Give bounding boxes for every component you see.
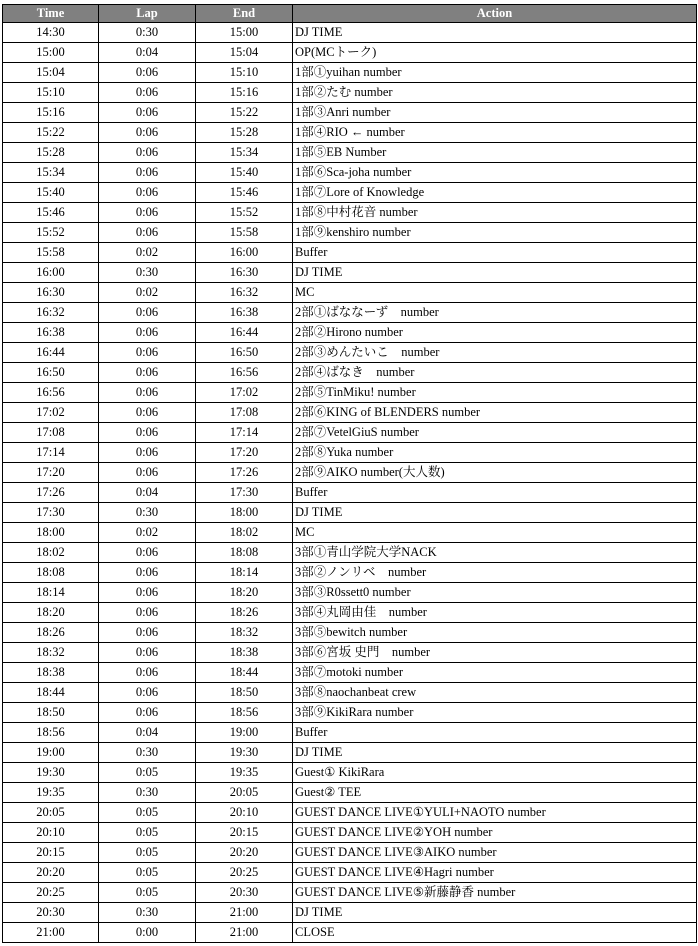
cell-action: MC (293, 283, 697, 303)
cell-time: 19:30 (3, 763, 99, 783)
cell-end: 17:14 (196, 423, 293, 443)
table-row (3, 483, 697, 503)
cell-lap: 0:02 (99, 243, 196, 263)
cell-lap: 0:06 (99, 363, 196, 383)
table-row (3, 883, 697, 903)
cell-lap: 0:05 (99, 843, 196, 863)
cell-time: 18:26 (3, 623, 99, 643)
table-row (3, 623, 697, 643)
timetable-sheet (2, 4, 696, 943)
cell-action: 3部⑦motoki number (293, 663, 697, 683)
cell-end: 15:04 (196, 43, 293, 63)
cell-end: 15:22 (196, 103, 293, 123)
cell-end: 15:52 (196, 203, 293, 223)
cell-end: 18:02 (196, 523, 293, 543)
cell-time: 16:50 (3, 363, 99, 383)
cell-end: 20:15 (196, 823, 293, 843)
cell-lap: 0:04 (99, 483, 196, 503)
timetable (2, 4, 697, 943)
cell-time: 16:30 (3, 283, 99, 303)
cell-end: 17:26 (196, 463, 293, 483)
cell-action: DJ TIME (293, 263, 697, 283)
cell-lap: 0:05 (99, 763, 196, 783)
cell-time: 19:00 (3, 743, 99, 763)
cell-action: Guest① KikiRara (293, 763, 697, 783)
cell-end: 16:50 (196, 343, 293, 363)
cell-time: 17:20 (3, 463, 99, 483)
cell-end: 16:00 (196, 243, 293, 263)
table-row (3, 443, 697, 463)
table-row (3, 123, 697, 143)
cell-time: 20:20 (3, 863, 99, 883)
table-row (3, 163, 697, 183)
cell-end: 18:50 (196, 683, 293, 703)
cell-lap: 0:30 (99, 263, 196, 283)
cell-lap: 0:06 (99, 643, 196, 663)
cell-action: GUEST DANCE LIVE④Hagri number (293, 863, 697, 883)
cell-action: GUEST DANCE LIVE①YULI+NAOTO number (293, 803, 697, 823)
cell-lap: 0:06 (99, 163, 196, 183)
cell-lap: 0:06 (99, 183, 196, 203)
cell-end: 19:30 (196, 743, 293, 763)
cell-lap: 0:02 (99, 523, 196, 543)
cell-end: 21:00 (196, 903, 293, 923)
table-row (3, 583, 697, 603)
cell-action: GUEST DANCE LIVE③AIKO number (293, 843, 697, 863)
cell-action: 3部①青山学院大学NACK (293, 543, 697, 563)
cell-lap: 0:06 (99, 423, 196, 443)
table-row (3, 863, 697, 883)
cell-end: 20:05 (196, 783, 293, 803)
header-end: End (196, 5, 293, 23)
cell-lap: 0:06 (99, 703, 196, 723)
table-row (3, 223, 697, 243)
cell-action: 2部⑨AIKO number(大人数) (293, 463, 697, 483)
table-row (3, 43, 697, 63)
cell-lap: 0:06 (99, 683, 196, 703)
table-row (3, 723, 697, 743)
table-row (3, 423, 697, 443)
cell-lap: 0:06 (99, 663, 196, 683)
cell-end: 17:30 (196, 483, 293, 503)
cell-action: 2部④ばなき number (293, 363, 697, 383)
cell-lap: 0:30 (99, 23, 196, 43)
cell-lap: 0:06 (99, 343, 196, 363)
cell-end: 19:00 (196, 723, 293, 743)
cell-time: 15:34 (3, 163, 99, 183)
header-action: Action (293, 5, 697, 23)
table-row (3, 783, 697, 803)
cell-action: DJ TIME (293, 503, 697, 523)
cell-end: 18:38 (196, 643, 293, 663)
cell-end: 18:32 (196, 623, 293, 643)
cell-end: 16:56 (196, 363, 293, 383)
cell-action: 1部②たむ number (293, 83, 697, 103)
header-row (3, 5, 697, 23)
cell-action: Buffer (293, 243, 697, 263)
cell-time: 15:52 (3, 223, 99, 243)
cell-time: 17:02 (3, 403, 99, 423)
cell-time: 18:08 (3, 563, 99, 583)
cell-end: 16:30 (196, 263, 293, 283)
cell-action: 3部⑨KikiRara number (293, 703, 697, 723)
cell-lap: 0:30 (99, 503, 196, 523)
cell-time: 17:14 (3, 443, 99, 463)
cell-time: 18:56 (3, 723, 99, 743)
cell-time: 15:46 (3, 203, 99, 223)
cell-time: 15:10 (3, 83, 99, 103)
table-row (3, 383, 697, 403)
cell-action: 1部①yuihan number (293, 63, 697, 83)
cell-lap: 0:06 (99, 403, 196, 423)
cell-time: 18:32 (3, 643, 99, 663)
cell-time: 18:14 (3, 583, 99, 603)
cell-lap: 0:06 (99, 83, 196, 103)
cell-action: 2部⑥KING of BLENDERS number (293, 403, 697, 423)
table-header (3, 5, 697, 23)
cell-action: OP(MCトーク) (293, 43, 697, 63)
cell-time: 16:00 (3, 263, 99, 283)
cell-lap: 0:05 (99, 883, 196, 903)
cell-action: 1部⑤EB Number (293, 143, 697, 163)
cell-end: 18:26 (196, 603, 293, 623)
cell-time: 15:40 (3, 183, 99, 203)
cell-end: 18:56 (196, 703, 293, 723)
cell-time: 17:08 (3, 423, 99, 443)
cell-end: 16:38 (196, 303, 293, 323)
table-row (3, 643, 697, 663)
table-row (3, 103, 697, 123)
cell-lap: 0:06 (99, 223, 196, 243)
cell-lap: 0:06 (99, 103, 196, 123)
cell-action: 3部④丸岡由佳 number (293, 603, 697, 623)
cell-time: 16:32 (3, 303, 99, 323)
cell-lap: 0:06 (99, 203, 196, 223)
cell-end: 17:02 (196, 383, 293, 403)
table-row (3, 203, 697, 223)
cell-lap: 0:06 (99, 383, 196, 403)
cell-time: 15:00 (3, 43, 99, 63)
cell-end: 20:20 (196, 843, 293, 863)
cell-time: 15:16 (3, 103, 99, 123)
cell-lap: 0:06 (99, 123, 196, 143)
cell-action: Buffer (293, 723, 697, 743)
table-row (3, 183, 697, 203)
cell-action: 1部⑦Lore of Knowledge (293, 183, 697, 203)
cell-action: 1部⑥Sca-joha number (293, 163, 697, 183)
cell-end: 15:46 (196, 183, 293, 203)
cell-lap: 0:06 (99, 323, 196, 343)
table-row (3, 843, 697, 863)
table-row (3, 83, 697, 103)
cell-time: 20:10 (3, 823, 99, 843)
cell-end: 19:35 (196, 763, 293, 783)
cell-lap: 0:00 (99, 923, 196, 943)
cell-lap: 0:06 (99, 603, 196, 623)
cell-time: 20:30 (3, 903, 99, 923)
cell-action: 1部⑧中村花音 number (293, 203, 697, 223)
cell-time: 16:56 (3, 383, 99, 403)
cell-end: 18:14 (196, 563, 293, 583)
cell-time: 20:25 (3, 883, 99, 903)
cell-action: 2部⑦VetelGiuS number (293, 423, 697, 443)
table-row (3, 743, 697, 763)
cell-end: 15:40 (196, 163, 293, 183)
cell-end: 15:16 (196, 83, 293, 103)
cell-action: 3部③R0ssett0 number (293, 583, 697, 603)
table-row (3, 263, 697, 283)
cell-action: MC (293, 523, 697, 543)
table-row (3, 923, 697, 943)
cell-lap: 0:06 (99, 463, 196, 483)
table-row (3, 303, 697, 323)
cell-time: 18:38 (3, 663, 99, 683)
cell-action: GUEST DANCE LIVE②YOH number (293, 823, 697, 843)
cell-action: 2部③めんたいこ number (293, 343, 697, 363)
table-row (3, 283, 697, 303)
cell-end: 18:20 (196, 583, 293, 603)
cell-time: 18:44 (3, 683, 99, 703)
cell-end: 21:00 (196, 923, 293, 943)
cell-time: 21:00 (3, 923, 99, 943)
cell-action: 1部⑨kenshiro number (293, 223, 697, 243)
cell-end: 20:25 (196, 863, 293, 883)
table-row (3, 403, 697, 423)
cell-lap: 0:06 (99, 303, 196, 323)
table-row (3, 823, 697, 843)
cell-lap: 0:30 (99, 783, 196, 803)
cell-lap: 0:30 (99, 743, 196, 763)
cell-time: 18:50 (3, 703, 99, 723)
table-row (3, 323, 697, 343)
table-row (3, 463, 697, 483)
table-row (3, 703, 697, 723)
cell-lap: 0:04 (99, 43, 196, 63)
table-row (3, 763, 697, 783)
cell-action: 3部⑤bewitch number (293, 623, 697, 643)
cell-lap: 0:06 (99, 623, 196, 643)
cell-time: 15:28 (3, 143, 99, 163)
cell-time: 14:30 (3, 23, 99, 43)
table-row (3, 143, 697, 163)
table-row (3, 603, 697, 623)
cell-lap: 0:05 (99, 863, 196, 883)
cell-time: 17:30 (3, 503, 99, 523)
cell-end: 15:34 (196, 143, 293, 163)
cell-time: 15:58 (3, 243, 99, 263)
cell-end: 18:44 (196, 663, 293, 683)
cell-lap: 0:05 (99, 823, 196, 843)
cell-lap: 0:06 (99, 63, 196, 83)
cell-action: 2部②Hirono number (293, 323, 697, 343)
cell-lap: 0:02 (99, 283, 196, 303)
cell-lap: 0:06 (99, 563, 196, 583)
cell-end: 17:20 (196, 443, 293, 463)
cell-action: 3部⑧naochanbeat crew (293, 683, 697, 703)
cell-action: 3部②ノンリベ number (293, 563, 697, 583)
cell-lap: 0:06 (99, 443, 196, 463)
cell-time: 19:35 (3, 783, 99, 803)
cell-lap: 0:06 (99, 143, 196, 163)
cell-action: 1部④RIO ← number (293, 123, 697, 143)
table-row (3, 543, 697, 563)
cell-time: 20:05 (3, 803, 99, 823)
cell-lap: 0:05 (99, 803, 196, 823)
cell-action: 2部⑧Yuka number (293, 443, 697, 463)
cell-end: 20:10 (196, 803, 293, 823)
cell-end: 18:08 (196, 543, 293, 563)
cell-time: 15:22 (3, 123, 99, 143)
table-row (3, 343, 697, 363)
cell-time: 15:04 (3, 63, 99, 83)
cell-action: CLOSE (293, 923, 697, 943)
cell-action: DJ TIME (293, 903, 697, 923)
table-row (3, 903, 697, 923)
cell-action: 1部③Anri number (293, 103, 697, 123)
table-body (3, 23, 697, 943)
cell-time: 16:38 (3, 323, 99, 343)
cell-end: 16:44 (196, 323, 293, 343)
cell-action: 3部⑥宮坂 史門 number (293, 643, 697, 663)
cell-action: GUEST DANCE LIVE⑤新藤静香 number (293, 883, 697, 903)
cell-lap: 0:06 (99, 543, 196, 563)
cell-lap: 0:04 (99, 723, 196, 743)
cell-action: DJ TIME (293, 743, 697, 763)
cell-action: Buffer (293, 483, 697, 503)
cell-action: 2部①ばななーず number (293, 303, 697, 323)
cell-lap: 0:06 (99, 583, 196, 603)
cell-end: 15:58 (196, 223, 293, 243)
cell-time: 18:20 (3, 603, 99, 623)
header-lap: Lap (99, 5, 196, 23)
table-row (3, 23, 697, 43)
table-row (3, 503, 697, 523)
cell-time: 17:26 (3, 483, 99, 503)
cell-action: 2部⑤TinMiku! number (293, 383, 697, 403)
table-row (3, 363, 697, 383)
cell-time: 20:15 (3, 843, 99, 863)
table-row (3, 563, 697, 583)
cell-end: 15:28 (196, 123, 293, 143)
table-row (3, 243, 697, 263)
table-row (3, 63, 697, 83)
cell-action: Guest② TEE (293, 783, 697, 803)
cell-end: 15:00 (196, 23, 293, 43)
cell-end: 18:00 (196, 503, 293, 523)
cell-time: 18:02 (3, 543, 99, 563)
cell-time: 16:44 (3, 343, 99, 363)
table-row (3, 663, 697, 683)
cell-end: 17:08 (196, 403, 293, 423)
table-row (3, 523, 697, 543)
cell-end: 15:10 (196, 63, 293, 83)
header-time: Time (3, 5, 99, 23)
cell-action: DJ TIME (293, 23, 697, 43)
cell-end: 20:30 (196, 883, 293, 903)
cell-lap: 0:30 (99, 903, 196, 923)
cell-time: 18:00 (3, 523, 99, 543)
cell-end: 16:32 (196, 283, 293, 303)
table-row (3, 803, 697, 823)
table-row (3, 683, 697, 703)
